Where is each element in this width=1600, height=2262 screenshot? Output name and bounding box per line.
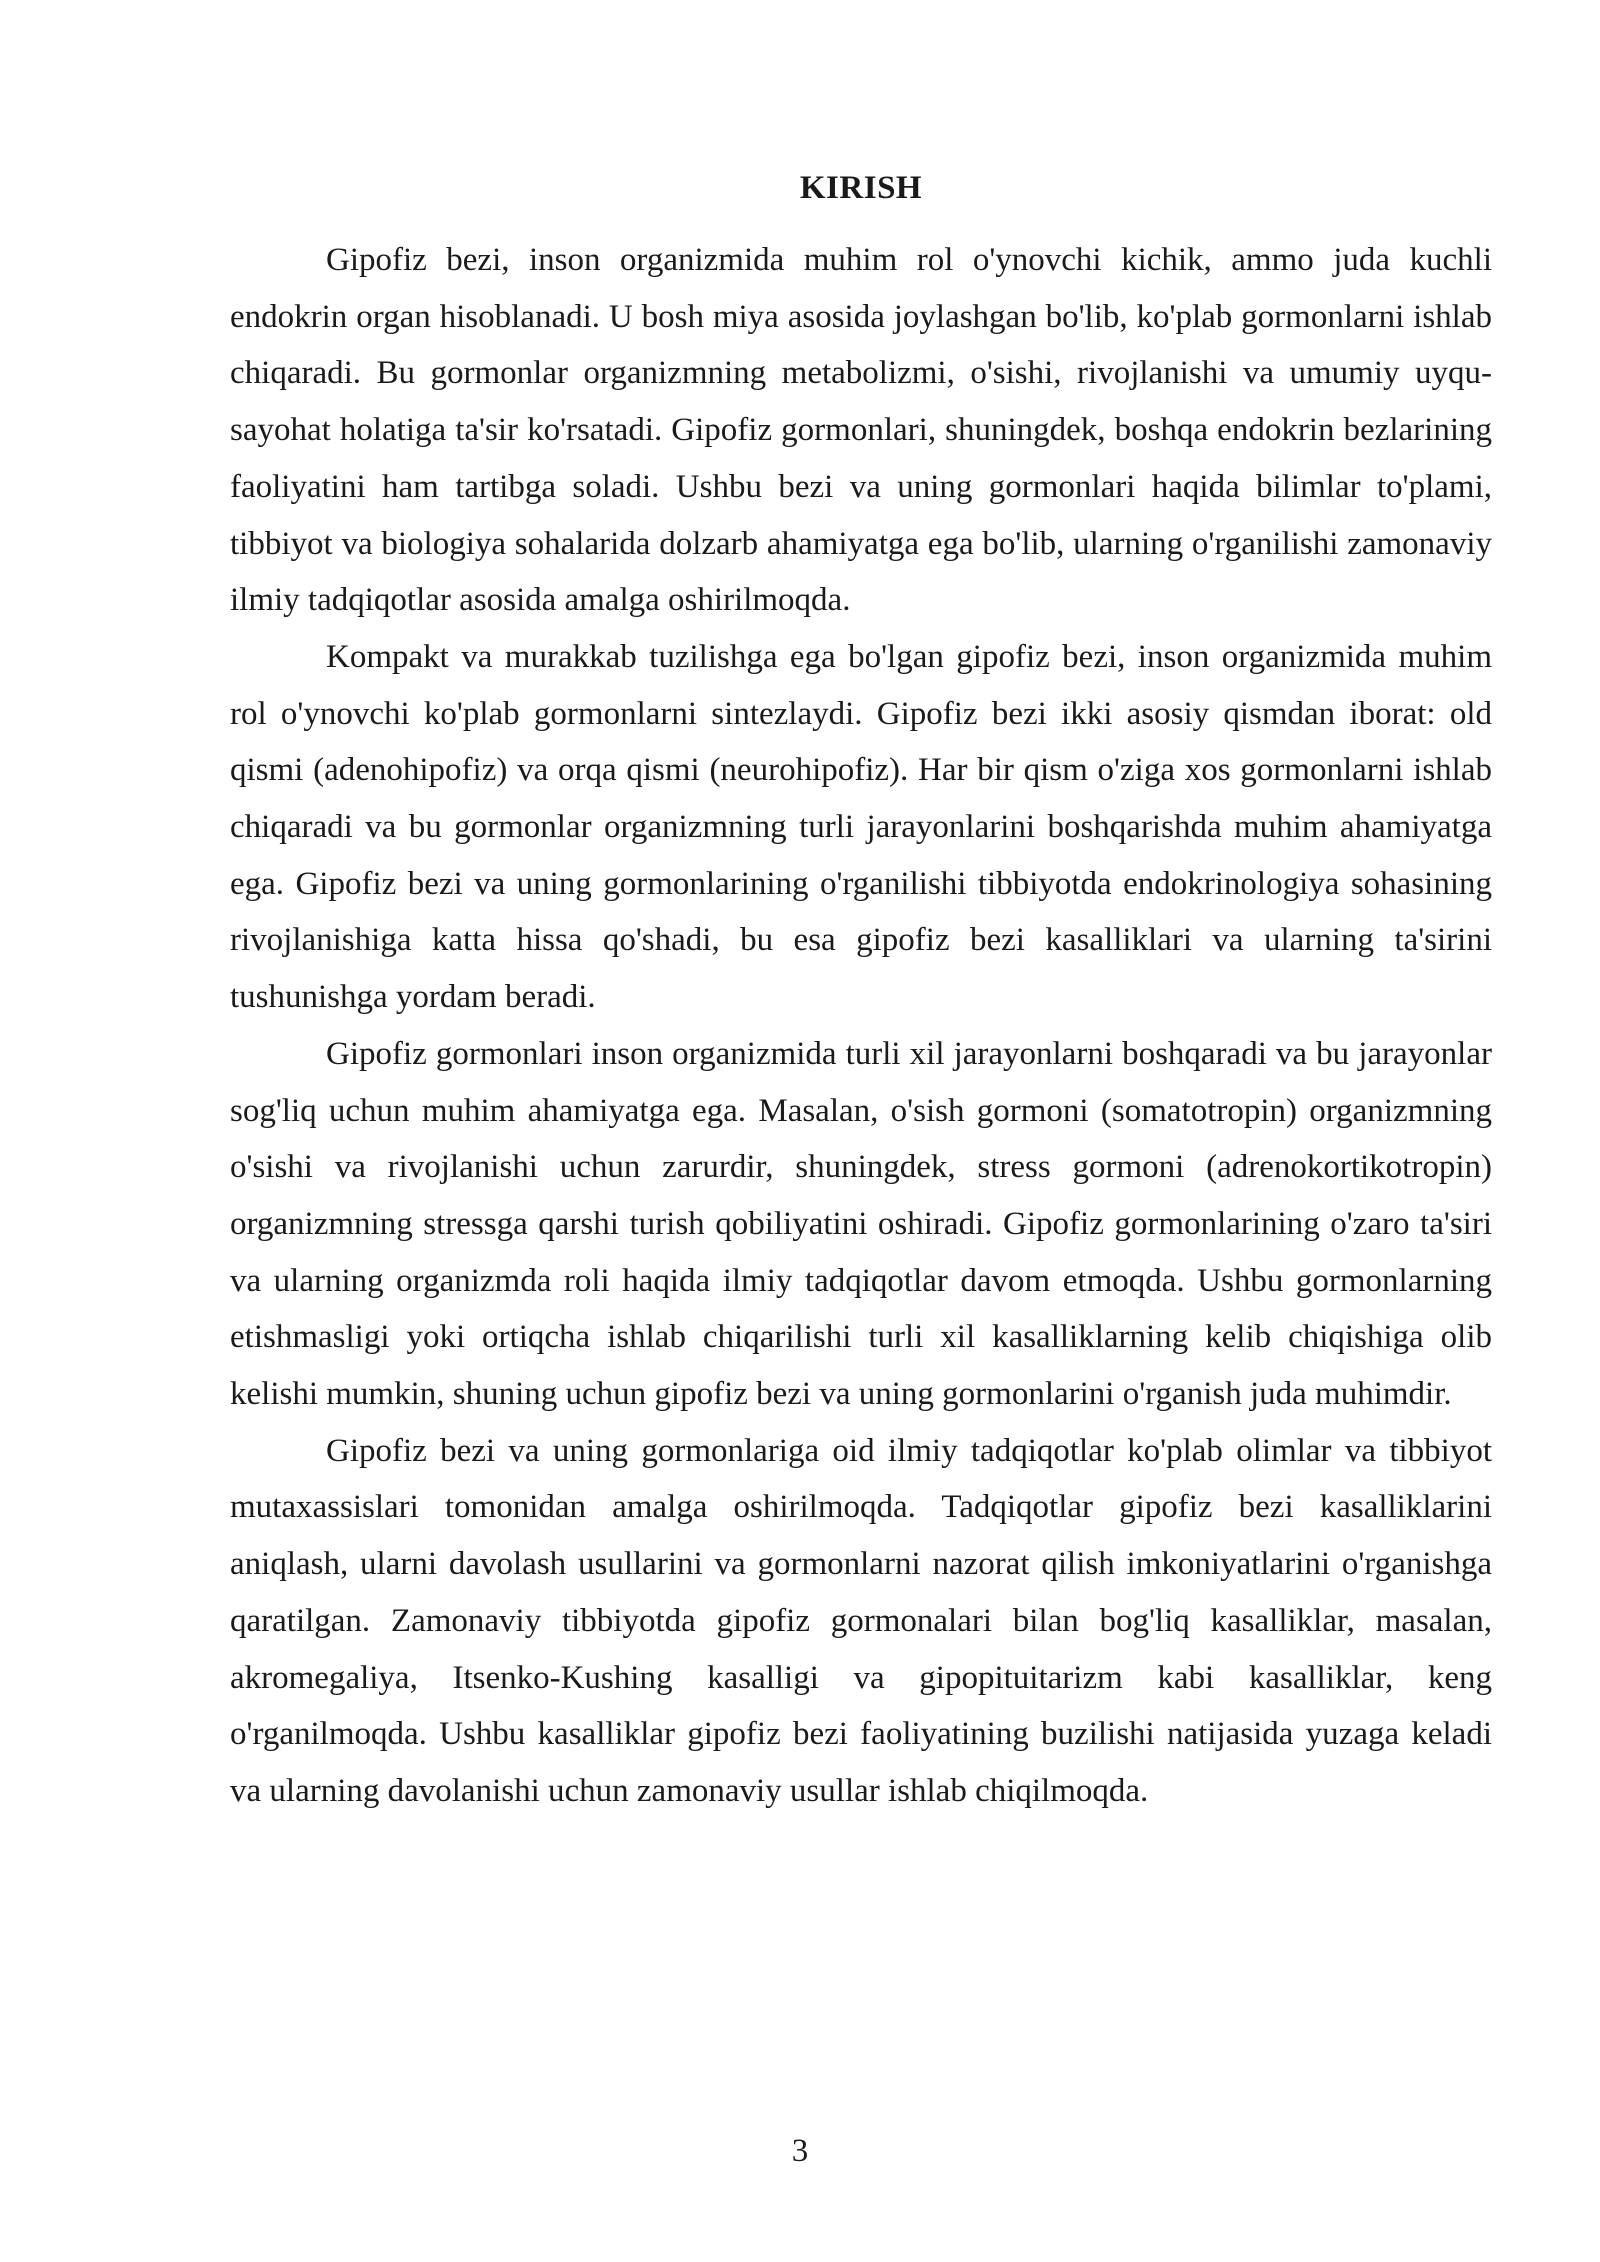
paragraph-1: Gipofiz bezi, inson organizmida muhim rol o'ynovchi kichik, ammo juda kuchli endokrin organ hisoblanadi. U bosh miya asosida joylashgan bo'lib, ko'plab gormonlarni ishlab chiqaradi. Bu gormonlar organizmning metabolizmi, o'sishi, rivojlanishi va umumiy uyqu-sayohat holatiga ta'sir ko'rsatadi. Gipofiz gormonlari, shuningdek, boshqa endokrin bezlarining faoliyatini ham tartibga soladi. Ushbu bezi va uning gormonlari haqida bilimlar to'plami, tibbiyot va biologiya sohalarida dolzarb ahamiyatga ega bo'lib, ularning o'rganilishi zamonaviy ilmiy tadqiqotlar asosida amalga oshirilmoqda. bbox=[230, 242, 1492, 619]
paragraph-2: Kompakt va murakkab tuzilishga ega bo'lgan gipofiz bezi, inson organizmida muhim rol o'ynovchi ko'plab gormonlarni sintezlaydi. Gipofiz bezi ikki asosiy qismdan iborat: old qismi (adenohipofiz) va orqa qismi (neurohipofiz). Har bir qism o'ziga xos gormonlarni ishlab chiqaradi va bu gormonlar organizmning turli jarayonlarini boshqarishda muhim ahamiyatga ega. Gipofiz bezi va uning gormonlarining o'rganilishi tibbiyotda endokrinologiya sohasining rivojlanishiga katta hissa qo'shadi, bu esa gipofiz bezi kasalliklari va ularning ta'sirini tushunishga yordam beradi. bbox=[230, 638, 1492, 1016]
page-number: 3 bbox=[791, 2133, 809, 2169]
paragraph-4: Gipofiz bezi va uning gormonlariga oid ilmiy tadqiqotlar ko'plab olimlar va tibbiyot mutaxassislari tomonidan amalga oshirilmoqda. Tadqiqotlar gipofiz bezi kasalliklarini aniqlash, ularni davolash usullarini va gormonlarni nazorat qilish imkoniyatlarini o'rganishga qaratilgan. Zamonaviy tibbiyotda gipofiz gormonalari bilan bog'liq kasalliklar, masalan, akromegaliya, Itsenko-Kushing kasalligi va gipopituitarizm kabi kasalliklar, keng o'rganilmoqda. Ushbu kasalliklar gipofiz bezi faoliyatining buzilishi natijasida yuzaga keladi va ularning davolanishi uchun zamonaviy usullar ishlab chiqilmoqda. bbox=[230, 1432, 1492, 1809]
paragraph-3: Gipofiz gormonlari inson organizmida turli xil jarayonlarni boshqaradi va bu jarayonlar sog'liq uchun muhim ahamiyatga ega. Masalan, o'sish gormoni (somatotropin) organizmning o'sishi va rivojlanishi uchun zarurdir, shuningdek, stress gormoni (adrenokortikotropin) organizmning stressga qarshi turish qobiliyatini oshiradi. Gipofiz gormonlarining o'zaro ta'siri va ularning organizmda roli haqida ilmiy tadqiqotlar davom etmoqda. Ushbu gormonlarning etishmasligi yoki ortiqcha ishlab chiqarilishi turli xil kasalliklarning kelib chiqishiga olib kelishi mumkin, shuning uchun gipofiz bezi va uning gormonlarini o'rganish juda muhimdir. bbox=[230, 1035, 1492, 1413]
page-title: KIRISH bbox=[799, 170, 923, 206]
page-content bbox=[230, 160, 1492, 1820]
